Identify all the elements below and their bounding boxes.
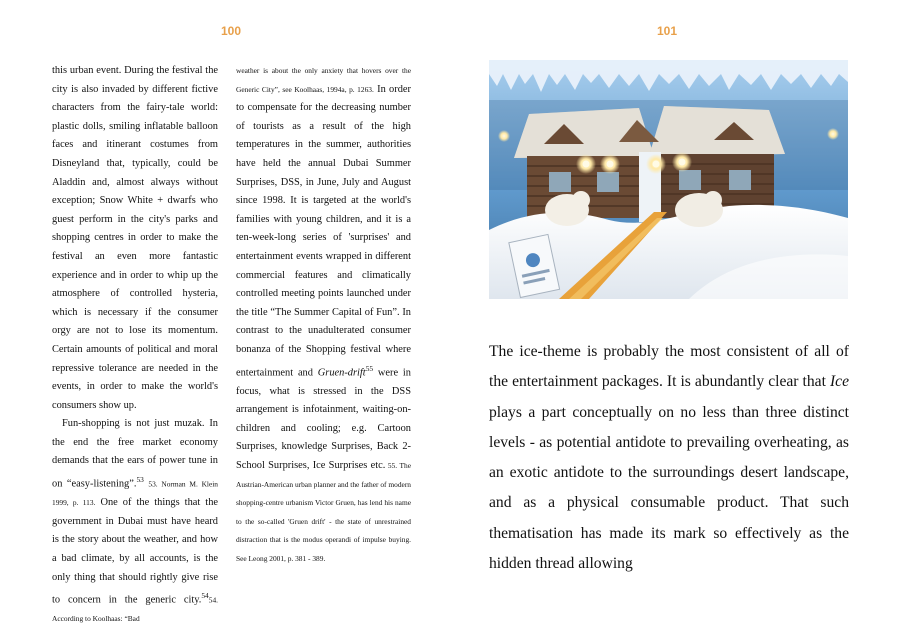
paragraph-text: were in focus, what is stressed in the DSS arrangement is infotainment, waiting-on-children and cooling; e.g. Cartoon Surprises, knowledge Surprises, Back 2-School Surprises, Ice Surprises etc. bbox=[236, 366, 412, 471]
left-page-column-1 bbox=[52, 62, 218, 629]
body-paragraph bbox=[236, 62, 411, 569]
footnote-text: 54. According to Koolhaas: “Bad bbox=[52, 595, 218, 624]
paragraph-text: One of the things that the government in Dubai must have heard is the story about the weather, and how a bad climate, by all accounts, is the only thing that should rightly give rise to concern in the generic city. bbox=[52, 497, 218, 606]
paragraph-text: this urban event. During the festival the city is also invaded by different fictive characters from the fairy-tale world: plastic dolls, smiling inflatable balloon faces and itinerant costumes from Disneyland that, typically, could be Aladdin and, almost always without exception; Snow White + dwarfs who guest perform in the city's parks and shopping centres in order to make the festival an even more fantastic experience and in order to whip up the atmosphere of controlled hysteria, which is necessary if the consumer orgy are not to lose its momentum. Certain amounts of political and moral repressive tolerance are needed in the events, in order to make the world's consumers show up. bbox=[52, 65, 218, 411]
footnote-text: 53. Norman M. Klein 1999, p. 113. bbox=[52, 479, 218, 508]
left-page-column-2 bbox=[236, 62, 411, 569]
footnote-text: weather is about the only anxiety that hovers over the Generic City”, see Koolhaas, 1994a, p. 1263. bbox=[236, 66, 411, 94]
emphasis-text: Ice bbox=[829, 373, 849, 391]
paragraph-text: The ice-theme is probably the most consistent of all of the entertainment packages. It is abundantly clear that bbox=[489, 343, 849, 391]
body-paragraph bbox=[52, 415, 218, 628]
footnote-text: 55. The Austrian-American urban planner and the father of modern shopping-centre urbanism Victor Gruen, has lend his name to the so-called 'Gruen drift' - the state of unrestrained distraction that is the modus operandi of impulse buying. See Leong 2001, p. 381 - 389. bbox=[236, 460, 411, 563]
paragraph-text: Fun-shopping is not just muzak. In the end the free market economy demands that the ears of power tune in on “easy-listening”. bbox=[52, 418, 218, 490]
right-page-text bbox=[489, 337, 849, 579]
emphasis-text: Gruen-drift bbox=[317, 366, 366, 378]
body-paragraph bbox=[52, 62, 218, 415]
footnote-marker: 54 bbox=[201, 591, 209, 601]
footnote-marker: 53 bbox=[136, 475, 144, 485]
paragraph-text: plays a part conceptually on no less than three distinct levels - as potential antidote to prevailing overheating, as an exotic antidote to the surroundings desert landscape, and as a physical consumable product. That such thematisation has made its mark so effectively as the hidden thread allowing bbox=[489, 403, 849, 573]
page-number-left: 100 bbox=[221, 24, 242, 38]
page-number-right: 101 bbox=[657, 24, 678, 38]
paragraph-text: In order to compensate for the decreasing number of tourists as a result of the high temperatures in the summer, authorities have held the annual Dubai Summer Surprises, DSS, in June, July and August since 1998. It is targeted at the world's families with young children, and it is a ten-week-long series of 'surprises' and entertainment events wrapped in different commercial features and climatically controlled meeting points launched under the title “The Summer Capital of Fun”. In contrast to the unadulterated consumer bonanza of the Shopping festival where entertainment and bbox=[236, 83, 411, 378]
ice-exhibit-photo bbox=[489, 60, 848, 299]
body-paragraph bbox=[489, 337, 849, 579]
footnote-marker: 55 bbox=[365, 363, 374, 373]
